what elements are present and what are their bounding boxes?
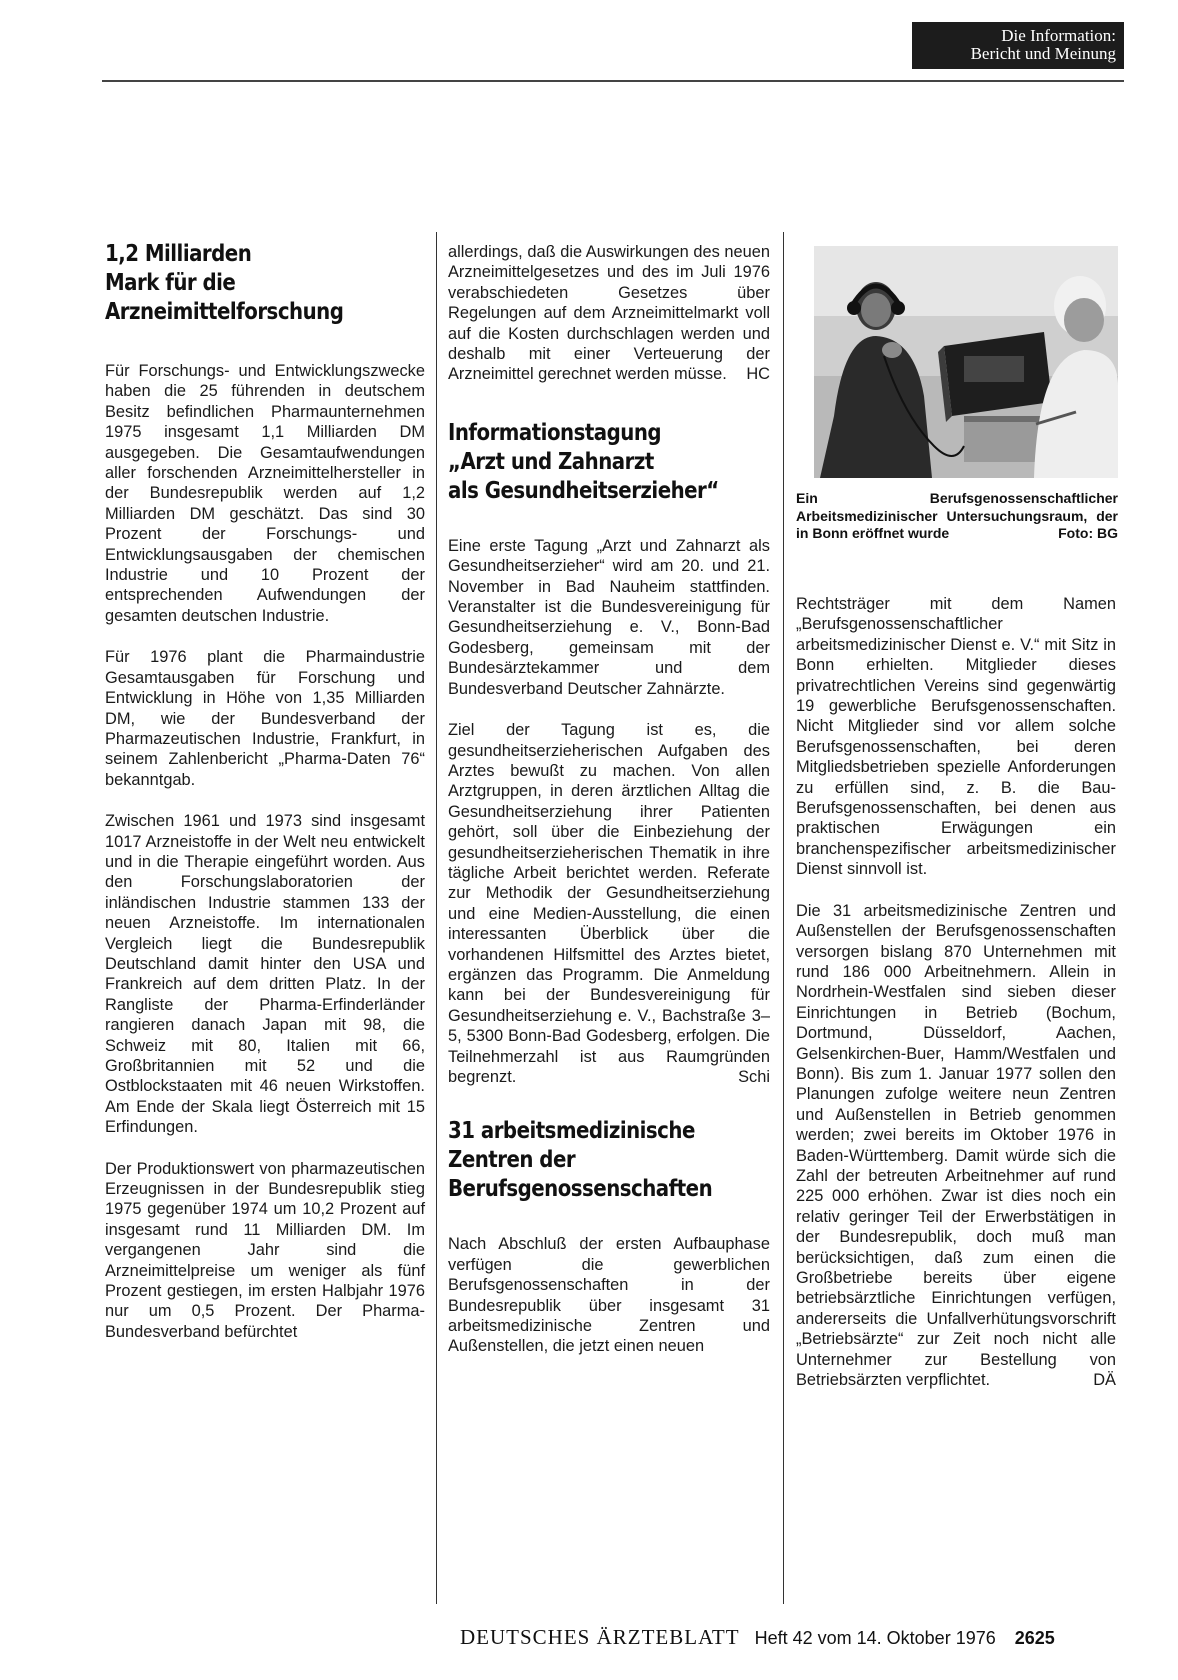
- article2-headline: Informationstagung „Arzt und Zahnarzt als Gesundheitserzieher“: [448, 419, 719, 504]
- column-1: [105, 240, 425, 1342]
- article1-headline: 1,2 Milliarden Mark für die Arzneimittelforschung: [105, 241, 344, 325]
- article3-paragraph: Die 31 arbeitsmedizinische Zentren und Außenstellen der Berufsgenossenschaften versorgen bislang 870 Unternehmen mit rund 186 000 Arbeitnehmern. Allein in Nordrhein-Westfalen sind sieben dieser Einrichtungen in Betrieb (Bochum, Dortmund, Düsseldorf, Aachen, Gelsenkirchen-Buer, Hamm/Westfalen und Bonn). Bis zum 1. Januar 1977 sollen den Planungen zufolge weitere neun Zentren und Außenstellen in Betrieb genommen werden; zwei bereits im Oktober 1976 in Baden-Württemberg. Damit würde sich die Zahl der betreuten Arbeitnehmer auf rund 225 000 erhöhen. Zwar ist dies noch ein relativ geringer Teil der Erwerbstätigen in der Bundesrepublik, doch muß man berücksichtigen, daß zum einen die Großbetriebe bereits über eigene betriebsärztliche Einrichtungen verfügen, andererseits die Unfallverhütungsvorschrift „Betriebsärzte“ zur Zeit noch nicht alle Unternehmer zur Bestellung von Betriebsärzten verpflichtet. DÄ: [796, 901, 1116, 1390]
- article3-headline: 31 arbeitsmedizinische Zentren der Berufsgenossenschaften: [448, 1118, 713, 1203]
- article3-intro: Nach Abschluß der ersten Aufbauphase verfügen die gewerblichen Berufsgenossenschaften in der Bundesrepublik über insgesamt 31 arbeitsmedizinische Zentren und Außenstellen, die jetzt einen neuen: [448, 1235, 770, 1356]
- photo-credit: Foto: BG: [1058, 525, 1118, 541]
- header-rule: [102, 80, 1124, 82]
- article2-signature: Schi: [738, 1068, 770, 1086]
- column-2: [448, 242, 770, 1357]
- article3-signature: DÄ: [1093, 1371, 1116, 1390]
- section-badge-line1: Die Information:: [1001, 26, 1116, 45]
- page-number: 2625: [1014, 1628, 1055, 1648]
- page-footer: [460, 1625, 1120, 1650]
- section-badge-line2: Bericht und Meinung: [970, 44, 1116, 63]
- article1-paragraph: Für Forschungs- und Entwicklungszwecke haben die 25 führenden in deutschem Besitz befindlichen Pharmaunternehmen 1975 insgesamt 1,1 Milliarden DM ausgegeben. Die Gesamtaufwendungen aller forschenden Arzneimittelhersteller in der Bundesrepublik werden auf 1,2 Milliarden DM geschätzt. Das sind 30 Prozent der Forschungs- und Entwicklungsausgaben der chemischen Industrie und 10 Prozent der entsprechenden Aufwendungen der gesamten deutschen Industrie.: [105, 362, 425, 625]
- issue-info: Heft 42 vom 14. Oktober 1976: [754, 1628, 996, 1648]
- article1-paragraph: Zwischen 1961 und 1973 sind insgesamt 1017 Arzneistoffe in der Welt neu entwickelt und in die Therapie eingeführt worden. Aus den Forschungslaboratorien der inländischen Industrie stammen 133 der neuen Arzneistoffe. Im internationalen Vergleich liegt die Bundesrepublik Deutschland damit hinter den USA und Frankreich auf dem dritten Platz. In der Rangliste der Pharma-Erfinderländer rangieren danach Japan mit 98, die Schweiz mit 80, Italien mit 66, Großbritannien mit 52 und die Ostblockstaaten mit 46 neuen Wirkstoffen. Am Ende der Skala liegt Österreich mit 15 Erfindungen.: [105, 812, 425, 1137]
- article2-paragraph: Eine erste Tagung „Arzt und Zahnarzt als Gesundheitserzieher“ wird am 20. und 21. November in Bad Nauheim stattfinden. Veranstalter ist die Bundesvereinigung für Gesundheitserziehung e. V., Bonn-Bad Godesberg, gemeinsam mit der Bundesärztekammer und dem Bundesverband Deutscher Zahnärzte.: [448, 536, 770, 698]
- article1-paragraph: Der Produktionswert von pharmazeutischen Erzeugnissen in der Bundesrepublik stieg 1975 gegenüber 1974 um 10,2 Prozent auf insgesamt rund 11 Milliarden DM. Im vergangenen Jahr sind die Arzneimittelpreise um weniger als fünf Prozent gestiegen, im ersten Halbjahr 1976 nur um 0,5 Prozent. Der Pharma-Bundesverband befürchtet: [105, 1159, 425, 1341]
- column-divider-left: [436, 232, 437, 1604]
- photo-examination-room: [814, 246, 1118, 478]
- article1-continuation: allerdings, daß die Auswirkungen des neuen Arzneimittelgesetzes und des im Juli 1976 verabschiedeten Gesetzes über Regelungen auf dem Arzneimittelmarkt voll auf die Kosten durchschlagen werden und deshalb mit einer Verteuerung der Arzneimittel gerechnet werden müsse. HC: [448, 243, 770, 384]
- photo-illustration: [814, 246, 1118, 478]
- column-3: [796, 594, 1116, 1390]
- article1-paragraph: Für 1976 plant die Pharmaindustrie Gesamtausgaben für Forschung und Entwicklung in Höhe von 1,35 Milliarden DM, wie der Bundesverband der Pharmazeutischen Industrie, Frankfurt, in seinem Zahlenbericht „Pharma-Daten 76“ bekanntgab.: [105, 648, 425, 789]
- article2-paragraph: Ziel der Tagung ist es, die gesundheitserzieherischen Aufgaben des Arztes bewußt zu machen. Von allen Arztgruppen, in deren ärztlichen Alltag die Gesundheitserziehung ihrer Patienten gehört, soll über die Einbeziehung der gesundheitserzieherischen Thematik in ihre tägliche Arbeit berichtet werden. Referate zur Methodik der Gesundheitserziehung und eine Medien-Ausstellung, die einen interessanten Überblick über die vorhandenen Hilfsmittel des Arztes bietet, ergänzen das Programm. Die Anmeldung kann bei der Bundesvereinigung für Gesundheitserziehung e. V., Bachstraße 3–5, 5300 Bonn-Bad Godesberg, erfolgen. Die Teilnehmerzahl ist aus Raumgründen begrenzt. Schi: [448, 721, 770, 1086]
- masthead: DEUTSCHES ÄRZTEBLATT: [460, 1625, 740, 1649]
- photo-caption: Ein Berufsgenossenschaftlicher Arbeitsmedizinischer Untersuchungsraum, der in Bonn eröffnet wurde Foto: BG: [796, 490, 1118, 541]
- section-badge: [912, 22, 1124, 69]
- column-divider-right: [783, 232, 784, 1604]
- article3-paragraph: Rechtsträger mit dem Namen „Berufsgenossenschaftlicher arbeitsmedizinischer Dienst e. V.“ mit Sitz in Bonn erhielten. Mitglieder dieses privatrechtlichen Vereins sind gegenwärtig 19 gewerbliche Berufsgenossenschaften. Nicht Mitglieder sind vor allem solche Berufsgenossenschaften, bei deren Mitgliedsbetrieben spezielle Anforderungen zu erfüllen sind, z. B. die Bau-Berufsgenossenschaften, bei denen aus praktischen Erwägungen ein branchenspezifischer arbeitsmedizinischer Dienst sinnvoll ist.: [796, 595, 1116, 879]
- article1-signature: HC: [746, 365, 770, 384]
